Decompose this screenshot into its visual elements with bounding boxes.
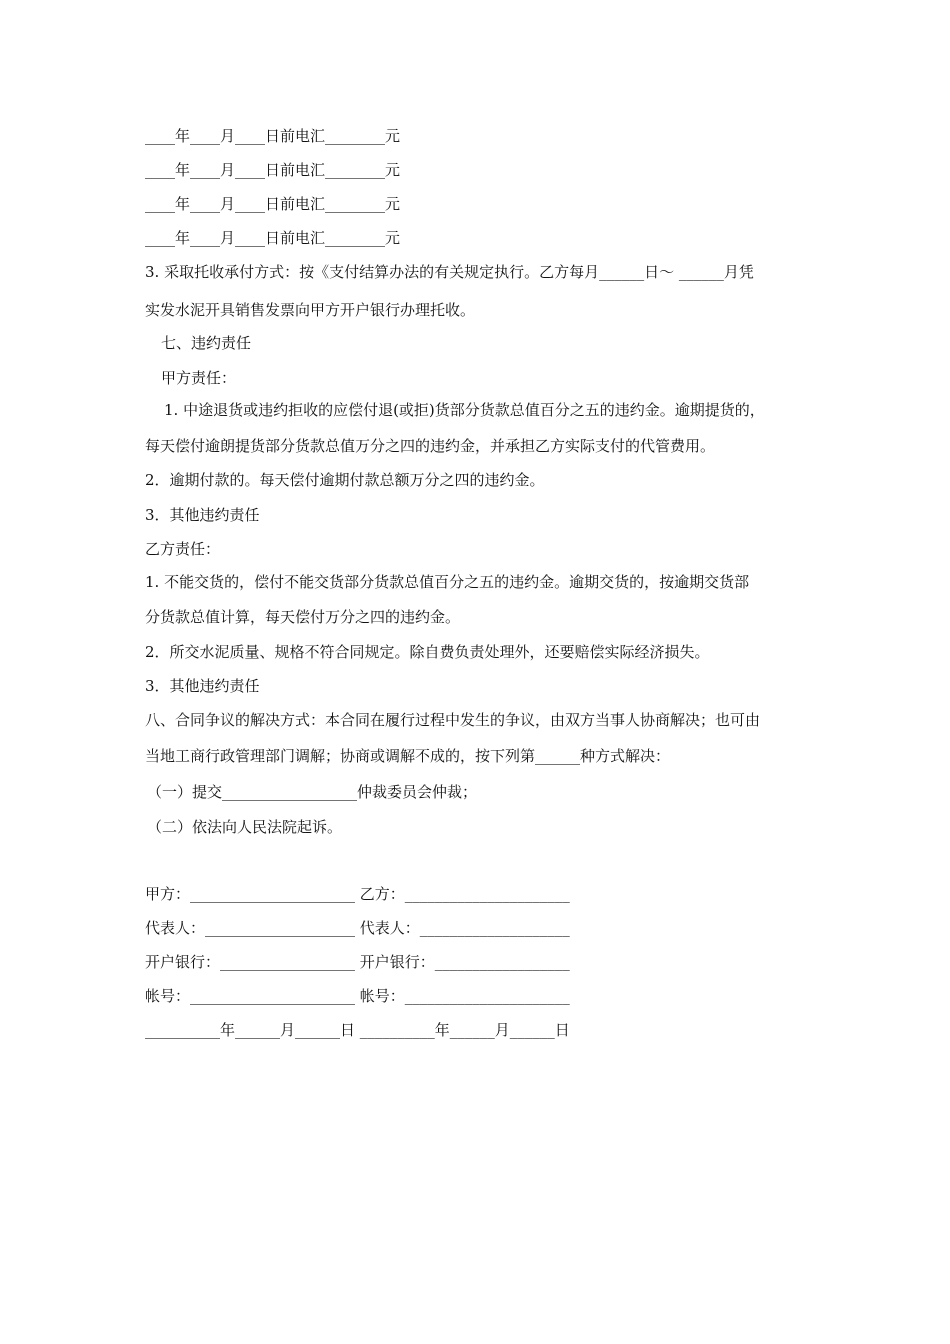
section-7-heading: 七、违约责任	[161, 334, 252, 352]
signature-date-line: __________年______月______日 __________年______月______日	[145, 1021, 570, 1039]
party-b-clause-3: 3．其他违约责任	[145, 677, 260, 695]
signature-party-line: 甲方：______________________ 乙方：______________________	[145, 885, 570, 903]
payment-line-3: ____年____月____日前电汇________元	[145, 195, 401, 213]
payment-line-1: ____年____月____日前电汇________元	[145, 127, 401, 145]
party-b-clause-1-line-1: 1. 不能交货的，偿付不能交货部分货款总值百分之五的违约金。逾期交货的，按逾期交货部	[145, 573, 750, 591]
payment-line-2: ____年____月____日前电汇________元	[145, 161, 401, 179]
collection-clause-line-2: 实发水泥开具销售发票向甲方开户银行办理托收。	[145, 301, 476, 319]
section-8-line-1: 八、合同争议的解决方式：本合同在履行过程中发生的争议，由双方当事人协商解决；也可由	[145, 711, 761, 729]
party-a-clause-3: 3．其他违约责任	[145, 506, 260, 524]
party-b-clause-2: 2．所交水泥质量、规格不符合同规定。除自费负责处理外，还要赔偿实际经济损失。	[145, 643, 710, 661]
payment-line-4: ____年____月____日前电汇________元	[145, 229, 401, 247]
dispute-option-2: （二）依法向人民法院起诉。	[147, 818, 343, 836]
signature-bank-line: 开户银行：__________________ 开户银行：__________________	[145, 953, 570, 971]
dispute-option-1: （一）提交__________________仲裁委员会仲裁；	[147, 783, 478, 801]
party-b-clause-1-line-2: 分货款总值计算，每天偿付万分之四的违约金。	[145, 608, 461, 626]
party-a-clause-1-line-1: 1. 中途退货或违约拒收的应偿付退(或拒)货部分货款总值百分之五的违约金。逾期提货的，	[164, 401, 765, 419]
party-b-heading: 乙方责任：	[145, 540, 221, 558]
party-a-clause-1-line-2: 每天偿付逾朗提货部分货款总值万分之四的违约金，并承担乙方实际支付的代管费用。	[145, 437, 716, 455]
collection-clause-line-1: 3. 采取托收承付方式：按《支付结算办法的有关规定执行。乙方每月______日～ ______月凭	[145, 263, 754, 281]
signature-account-line: 帐号：______________________ 帐号：______________________	[145, 987, 570, 1005]
party-a-clause-2: 2．逾期付款的。每天偿付逾期付款总额万分之四的违约金。	[145, 471, 545, 489]
section-8-line-2: 当地工商行政管理部门调解；协商或调解不成的，按下列第______种方式解决：	[145, 747, 671, 765]
signature-representative-line: 代表人：____________________ 代表人：____________________	[145, 919, 570, 937]
party-a-heading: 甲方责任：	[161, 369, 237, 387]
